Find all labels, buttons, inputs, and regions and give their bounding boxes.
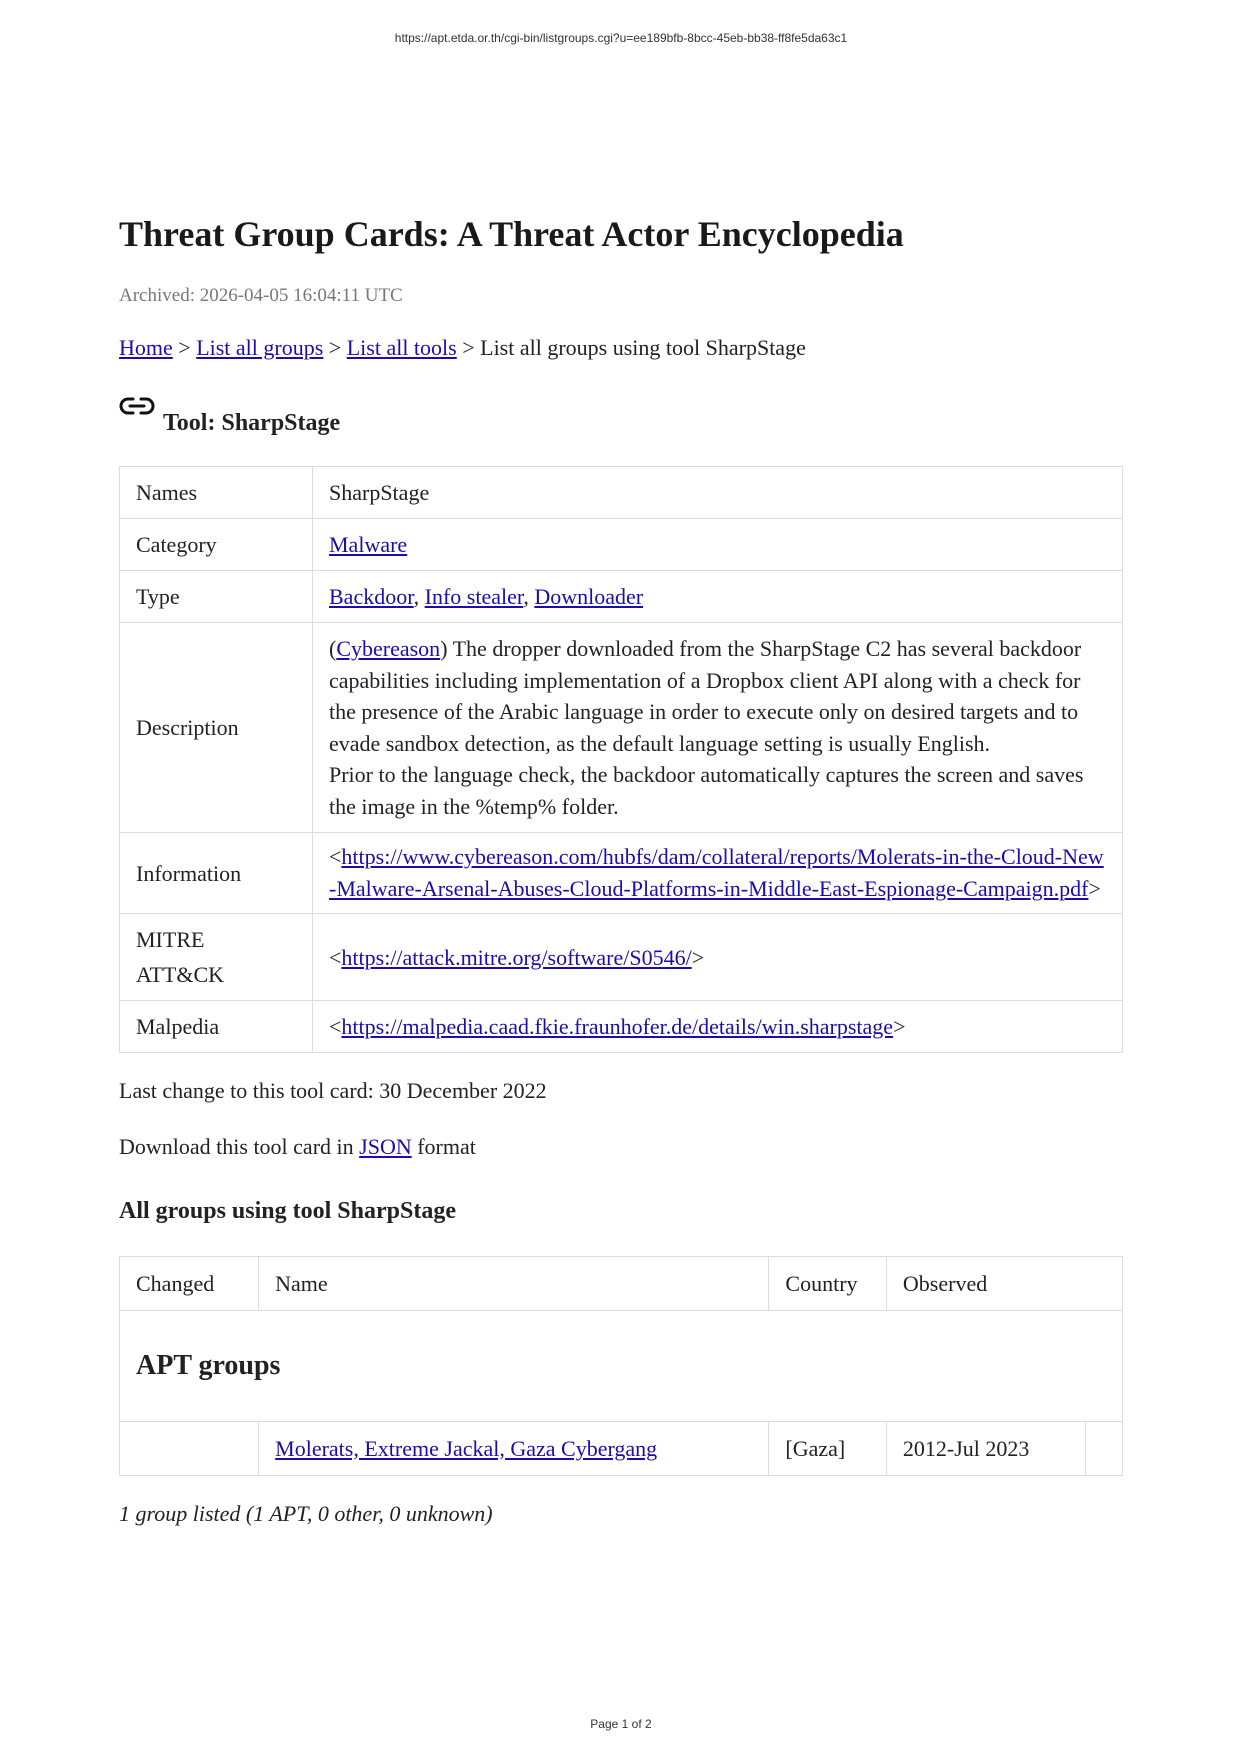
angle-bracket: >	[691, 944, 705, 970]
download-text	[119, 1133, 1123, 1161]
mitre-link[interactable]: https://attack.mitre.org/software/S0546/	[341, 944, 692, 970]
information-key: Information	[120, 833, 313, 914]
tool-heading-text: Tool: SharpStage	[163, 410, 341, 436]
print-footer-page-number: Page 1 of 2	[590, 1717, 652, 1731]
mitre-value	[313, 914, 1123, 1001]
column-header-name: Name	[259, 1257, 769, 1311]
type-link-info-stealer[interactable]: Info stealer	[424, 584, 524, 609]
table-row	[120, 914, 1123, 1001]
section-title: APT groups	[120, 1311, 1123, 1422]
download-suffix: format	[411, 1134, 476, 1159]
breadcrumb-home-link[interactable]: Home	[119, 335, 173, 360]
archived-timestamp: Archived: 2026-04-05 16:04:11 UTC	[119, 285, 403, 306]
angle-bracket: >	[1088, 876, 1101, 901]
description-source-link[interactable]: Cybereason	[336, 636, 441, 661]
table-row	[120, 519, 1123, 571]
page-title: Threat Group Cards: A Threat Actor Encyclopedia	[119, 214, 904, 254]
type-separator: ,	[523, 584, 535, 609]
type-key: Type	[120, 571, 313, 623]
name-cell	[259, 1422, 769, 1476]
last-change-text: Last change to this tool card: 30 December 2022	[119, 1078, 547, 1103]
print-header-url: https://apt.etda.or.th/cgi-bin/listgroups.cgi?u=ee189bfb-8bcc-45eb-bb38-ff8fe5da63c1	[394, 31, 848, 45]
column-header-changed: Changed	[120, 1257, 259, 1311]
category-value	[313, 519, 1123, 571]
breadcrumb-separator: >	[172, 335, 197, 360]
table-section-row	[120, 1311, 1123, 1422]
changed-cell	[120, 1422, 259, 1476]
breadcrumb-tools-link[interactable]: List all tools	[346, 335, 457, 360]
column-header-country: Country	[769, 1257, 887, 1311]
groups-table	[119, 1256, 1123, 1476]
breadcrumb-separator: >	[323, 335, 347, 360]
tool-info-table	[119, 466, 1123, 1053]
group-link[interactable]: Molerats, Extreme Jackal, Gaza Cybergang	[275, 1435, 658, 1461]
angle-bracket: <	[329, 844, 342, 869]
table-row	[120, 1001, 1123, 1053]
description-open-paren: (	[329, 636, 337, 661]
description-value	[313, 623, 1123, 833]
download-prefix: Download this tool card in	[119, 1134, 360, 1159]
category-link[interactable]: Malware	[329, 532, 408, 557]
angle-bracket: <	[329, 944, 342, 970]
main-content	[119, 210, 1123, 1528]
table-row	[120, 833, 1123, 914]
groups-summary: 1 group listed (1 APT, 0 other, 0 unknown)	[119, 1501, 493, 1526]
breadcrumb-current: > List all groups using tool SharpStage	[456, 335, 806, 360]
table-row	[120, 1422, 1123, 1476]
groups-heading: All groups using tool SharpStage	[119, 1198, 456, 1224]
table-row	[120, 467, 1123, 519]
table-header-row	[120, 1257, 1123, 1311]
table-row	[120, 623, 1123, 833]
type-link-backdoor[interactable]: Backdoor	[329, 584, 414, 609]
observed-cell: 2012-Jul 2023	[886, 1422, 1085, 1476]
breadcrumb-groups-link[interactable]: List all groups	[196, 335, 324, 360]
empty-cell	[1085, 1422, 1122, 1476]
link-icon	[119, 394, 155, 418]
breadcrumb	[119, 334, 1123, 362]
type-separator: ,	[413, 584, 425, 609]
description-text: Prior to the language check, the backdoor automatically captures the screen and saves the image in the %temp% folder.	[329, 762, 1084, 819]
tool-heading	[119, 400, 1123, 438]
names-key: Names	[120, 467, 313, 519]
type-link-downloader[interactable]: Downloader	[534, 584, 644, 609]
malpedia-link[interactable]: https://malpedia.caad.fkie.fraunhofer.de/details/win.sharpstage	[341, 1014, 894, 1039]
mitre-key: MITRE ATT&CK	[120, 914, 313, 1001]
angle-bracket: <	[329, 1014, 342, 1039]
column-header-observed: Observed	[886, 1257, 1122, 1311]
type-value	[313, 571, 1123, 623]
information-value	[313, 833, 1123, 914]
angle-bracket: >	[893, 1014, 906, 1039]
table-row	[120, 571, 1123, 623]
category-key: Category	[120, 519, 313, 571]
description-text: ) The dropper downloaded from the SharpStage C2 has several backdoor capabilities including implementation of a Dropbox client API along with a check for the presence of the Arabic language in order to execute only on desired targets and to evade sandbox detection, as the default language setting is usually English.	[329, 636, 1082, 756]
country-cell: [Gaza]	[769, 1422, 887, 1476]
malpedia-value	[313, 1001, 1123, 1053]
information-link[interactable]: https://www.cybereason.com/hubfs/dam/collateral/reports/Molerats-in-the-Cloud-New-Malware-Arsenal-Abuses-Cloud-Platforms-in-Middle-East-Espionage-Campaign.pdf	[329, 844, 1104, 901]
description-key: Description	[120, 623, 313, 833]
json-download-link[interactable]: JSON	[359, 1134, 412, 1159]
names-value: SharpStage	[313, 467, 1123, 519]
malpedia-key: Malpedia	[120, 1001, 313, 1053]
